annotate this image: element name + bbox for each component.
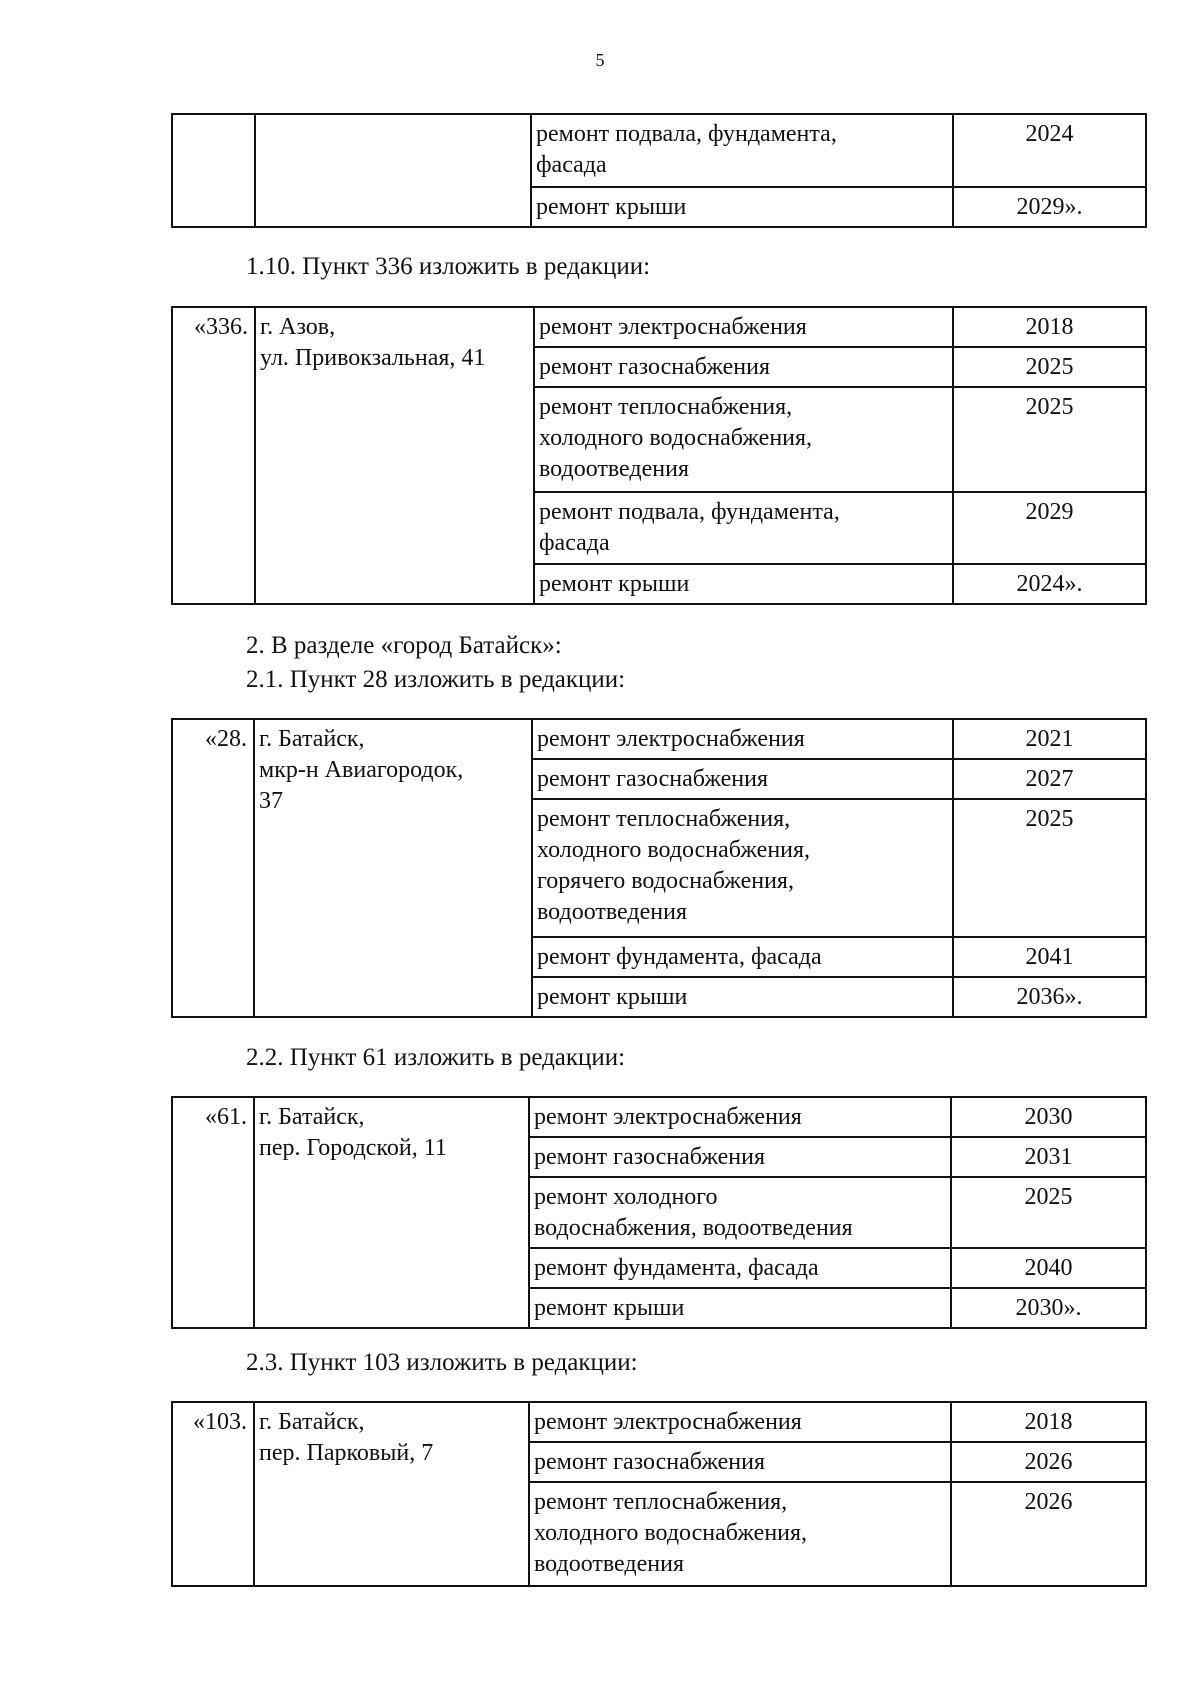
table-row	[172, 307, 1146, 347]
work-cell: ремонт холодного водоснабжения, водоотведения	[529, 1177, 951, 1248]
year-cell: 2024	[953, 114, 1146, 187]
work-cell: ремонт электроснабжения	[534, 307, 953, 347]
work-cell: ремонт крыши	[529, 1288, 951, 1328]
work-cell: ремонт теплоснабжения, холодного водоснабжения, водоотведения	[529, 1482, 951, 1586]
table-item-103	[171, 1401, 1147, 1587]
paragraph-2: 2. В разделе «город Батайск»:	[246, 632, 562, 659]
year-cell: 2029	[953, 492, 1146, 564]
work-cell: ремонт газоснабжения	[529, 1137, 951, 1177]
year-cell: 2030	[951, 1097, 1146, 1137]
table-row	[172, 114, 1146, 187]
work-cell: ремонт электроснабжения	[529, 1402, 951, 1442]
item-number: «28.	[172, 719, 254, 1017]
year-cell: 2025	[953, 387, 1146, 492]
work-cell: ремонт крыши	[532, 977, 953, 1017]
table-item-336	[171, 306, 1147, 605]
paragraph-1-10: 1.10. Пункт 336 изложить в редакции:	[246, 253, 651, 280]
year-cell: 2029».	[953, 187, 1146, 227]
year-cell: 2026	[951, 1482, 1146, 1586]
paragraph-2-2: 2.2. Пункт 61 изложить в редакции:	[246, 1044, 626, 1071]
year-cell: 2027	[953, 759, 1146, 799]
work-cell: ремонт фундамента, фасада	[532, 937, 953, 977]
work-cell: ремонт фундамента, фасада	[529, 1248, 951, 1288]
table-row	[172, 719, 1146, 759]
year-cell: 2025	[953, 347, 1146, 387]
year-cell: 2024».	[953, 564, 1146, 604]
address-cell: г. Батайск, мкр-н Авиагородок, 37	[254, 719, 532, 1017]
address-cell: г. Батайск, пер. Парковый, 7	[254, 1402, 529, 1586]
item-number: «103.	[172, 1402, 254, 1586]
table-item-28	[171, 718, 1147, 1018]
work-cell: ремонт теплоснабжения, холодного водоснабжения, водоотведения	[534, 387, 953, 492]
address-cell	[255, 114, 531, 227]
year-cell: 2025	[953, 799, 1146, 937]
paragraph-2-3: 2.3. Пункт 103 изложить в редакции:	[246, 1349, 638, 1376]
work-cell: ремонт подвала, фундамента, фасада	[534, 492, 953, 564]
work-cell: ремонт газоснабжения	[534, 347, 953, 387]
table-row	[172, 1097, 1146, 1137]
item-number	[172, 114, 255, 227]
address-cell: г. Батайск, пер. Городской, 11	[254, 1097, 529, 1328]
year-cell: 2030».	[951, 1288, 1146, 1328]
work-cell: ремонт газоснабжения	[529, 1442, 951, 1482]
year-cell: 2036».	[953, 977, 1146, 1017]
item-number: «336.	[172, 307, 255, 604]
year-cell: 2018	[951, 1402, 1146, 1442]
year-cell: 2040	[951, 1248, 1146, 1288]
table-item-61	[171, 1096, 1147, 1329]
year-cell: 2018	[953, 307, 1146, 347]
item-number: «61.	[172, 1097, 254, 1328]
work-cell: ремонт электроснабжения	[532, 719, 953, 759]
page-number: 5	[595, 50, 605, 70]
year-cell: 2021	[953, 719, 1146, 759]
work-cell: ремонт крыши	[534, 564, 953, 604]
table-row	[172, 1402, 1146, 1442]
paragraph-2-1: 2.1. Пункт 28 изложить в редакции:	[246, 666, 626, 693]
work-cell: ремонт подвала, фундамента, фасада	[531, 114, 953, 187]
table-continuation	[171, 113, 1147, 228]
work-cell: ремонт крыши	[531, 187, 953, 227]
year-cell: 2031	[951, 1137, 1146, 1177]
work-cell: ремонт электроснабжения	[529, 1097, 951, 1137]
work-cell: ремонт теплоснабжения, холодного водоснабжения, горячего водоснабжения, водоотведения	[532, 799, 953, 937]
work-cell: ремонт газоснабжения	[532, 759, 953, 799]
year-cell: 2041	[953, 937, 1146, 977]
year-cell: 2025	[951, 1177, 1146, 1248]
address-cell: г. Азов, ул. Привокзальная, 41	[255, 307, 534, 604]
year-cell: 2026	[951, 1442, 1146, 1482]
